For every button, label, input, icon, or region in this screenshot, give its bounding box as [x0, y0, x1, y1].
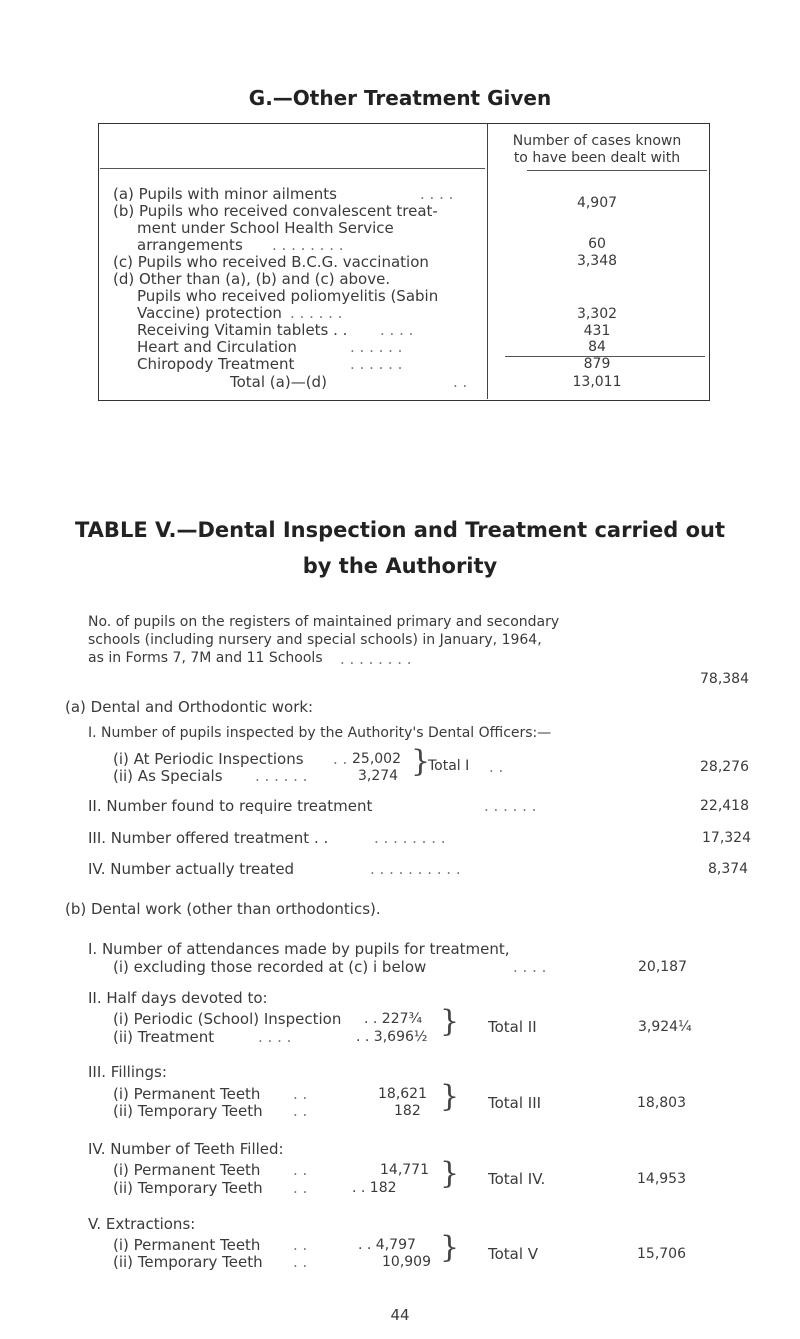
part-b-i-line1: I. Number of attendances made by pupils for treatment, — [88, 940, 510, 958]
part-a-iv-label: IV. Number actually treated — [88, 860, 295, 878]
part-a-i-total-value: 28,276 — [700, 759, 749, 775]
column-header-line2: to have been dealt with — [513, 150, 681, 166]
part-b-v-heading: V. Extractions: — [88, 1215, 196, 1233]
row-d-label: (d) Other than (a), (b) and (c) above. — [113, 270, 391, 288]
part-b-iv-sub1-label: (i) Permanent Teeth — [113, 1161, 261, 1179]
part-a-ii-dots: . . . . . . — [484, 797, 537, 815]
part-a-i-sub2-label: (ii) As Specials — [113, 767, 223, 785]
part-b-i-dots: . . . . — [513, 958, 547, 976]
part-b-iv-heading: IV. Number of Teeth Filled: — [88, 1140, 284, 1158]
row-d-value: 3,302 — [576, 306, 618, 322]
part-a-i-sub1-dots: . . — [333, 750, 348, 768]
row-heart-label: Heart and Circulation — [137, 338, 297, 356]
part-a-i-total-dots: . . — [489, 758, 504, 776]
row-b-label3: arrangements — [137, 236, 243, 254]
total-value: 13,011 — [572, 374, 622, 390]
table-header-rule-left — [100, 168, 485, 169]
part-a-i-total-label: Total I — [428, 758, 470, 774]
part-b-iii-sub1-value: 18,621 — [378, 1086, 427, 1102]
row-heart-value: 84 — [588, 339, 606, 355]
table-v-title: TABLE V.—Dental Inspection and Treatment carried out — [74, 518, 725, 542]
part-b-iv-sub1-value: 14,771 — [380, 1162, 429, 1178]
part-b-v-sub2-dots: . . — [293, 1253, 308, 1271]
row-c-label: (c) Pupils who received B.C.G. vaccination — [113, 253, 429, 271]
row-chiropody-dots: . . . . . . — [350, 355, 403, 373]
part-b-iii-sub1-label: (i) Permanent Teeth — [113, 1085, 261, 1103]
section-g-title: G.—Other Treatment Given — [248, 86, 552, 110]
brace-total-ii: } — [440, 1004, 460, 1039]
part-b-ii-sub1-value: . . 227¾ — [364, 1011, 423, 1027]
part-b-iii-heading: III. Fillings: — [88, 1063, 167, 1081]
part-a-i-sub2-dots: . . . . . . — [255, 767, 308, 785]
part-b-ii-sub2-dots: . . . . — [258, 1028, 292, 1046]
part-b-i-value: 20,187 — [638, 959, 687, 975]
row-chiropody-value: 879 — [583, 356, 611, 372]
intro-line3: as in Forms 7, 7M and 11 Schools — [88, 650, 323, 666]
part-b-iv-total-label: Total IV. — [488, 1170, 546, 1188]
part-a-ii-label: II. Number found to require treatment — [88, 797, 373, 815]
part-b-iii-total-label: Total III — [488, 1094, 542, 1112]
part-b-v-total-label: Total V — [488, 1245, 539, 1263]
part-a-i-sub1-label: (i) At Periodic Inspections — [113, 750, 304, 768]
part-b-iv-total-value: 14,953 — [637, 1171, 686, 1187]
column-header-line1: Number of cases known — [512, 133, 682, 149]
part-b-iv-sub2-label: (ii) Temporary Teeth — [113, 1179, 263, 1197]
row-b-dots: . . . . . . . . — [272, 236, 344, 254]
part-a-iv-dots: . . . . . . . . . . — [370, 860, 461, 878]
part-b-ii-total-value: 3,924¼ — [638, 1019, 692, 1035]
part-a-iv-value: 8,374 — [708, 861, 749, 877]
row-a-value: 4,907 — [576, 195, 618, 211]
row-a-dots: . . . . — [420, 185, 454, 203]
part-b-ii-sub2-label: (ii) Treatment — [113, 1028, 215, 1046]
part-b-v-sub2-label: (ii) Temporary Teeth — [113, 1253, 263, 1271]
row-vitamin-value: 431 — [583, 323, 611, 339]
part-a-i-heading: I. Number of pupils inspected by the Authority's Dental Officers:— — [88, 725, 552, 741]
brace-total-iii: } — [440, 1079, 460, 1114]
part-b-v-sub1-value: . . 4,797 — [358, 1237, 416, 1253]
row-d-label3: Vaccine) protection — [137, 304, 282, 322]
part-a-iii-dots: . . . . . . . . — [374, 829, 446, 847]
part-a-i-sub2-value: 3,274 — [358, 768, 399, 784]
part-b-v-sub2-value: 10,909 — [382, 1254, 431, 1270]
brace-total-i: } — [411, 744, 431, 779]
row-vitamin-dots: . . . . — [380, 321, 414, 339]
row-b-value: 60 — [588, 236, 606, 252]
part-b-v-sub1-dots: . . — [293, 1236, 308, 1254]
part-b-iii-sub2-value: 182 — [394, 1103, 421, 1119]
row-b-label2: ment under School Health Service — [137, 219, 394, 237]
part-b-ii-sub1-label: (i) Periodic (School) Inspection — [113, 1010, 342, 1028]
row-d-dots: . . . . . . — [290, 304, 343, 322]
part-b-iv-sub2-value: . . 182 — [352, 1180, 397, 1196]
row-b-label: (b) Pupils who received convalescent treat- — [113, 202, 438, 220]
part-a-i-sub1-value: 25,002 — [352, 751, 401, 767]
total-dots: . . — [453, 373, 468, 391]
row-chiropody-label: Chiropody Treatment — [137, 355, 295, 373]
part-b-iii-sub2-dots: . . — [293, 1102, 308, 1120]
row-d-label2: Pupils who received poliomyelitis (Sabin — [137, 287, 439, 305]
part-b-iii-sub1-dots: . . — [293, 1085, 308, 1103]
part-b-ii-heading: II. Half days devoted to: — [88, 989, 268, 1007]
intro-dots: . . . . . . . . — [340, 650, 412, 668]
row-vitamin-label: Receiving Vitamin tablets . . — [137, 321, 348, 339]
part-b-v-total-value: 15,706 — [637, 1246, 686, 1262]
page-number: 44 — [390, 1306, 410, 1324]
part-a-heading: (a) Dental and Orthodontic work: — [65, 698, 314, 716]
brace-total-iv: } — [440, 1156, 460, 1191]
part-b-heading: (b) Dental work (other than orthodontics). — [65, 900, 381, 918]
part-a-iii-label: III. Number offered treatment . . — [88, 829, 329, 847]
intro-value: 78,384 — [700, 671, 749, 687]
table-v-subtitle: by the Authority — [302, 554, 498, 578]
part-b-iv-sub2-dots: . . — [293, 1179, 308, 1197]
brace-total-v: } — [440, 1230, 460, 1265]
part-b-iv-sub1-dots: . . — [293, 1161, 308, 1179]
intro-line1: No. of pupils on the registers of maintained primary and secondary — [88, 614, 560, 630]
part-a-ii-value: 22,418 — [700, 798, 749, 814]
part-b-iii-sub2-label: (ii) Temporary Teeth — [113, 1102, 263, 1120]
part-b-i-line2: (i) excluding those recorded at (c) i below — [113, 958, 427, 976]
part-b-v-sub1-label: (i) Permanent Teeth — [113, 1236, 261, 1254]
part-b-ii-total-label: Total II — [488, 1018, 537, 1036]
row-c-value: 3,348 — [576, 253, 618, 269]
part-b-iii-total-value: 18,803 — [637, 1095, 686, 1111]
intro-line2: schools (including nursery and special schools) in January, 1964, — [88, 632, 542, 648]
table-header-rule-right — [527, 170, 707, 171]
part-a-iii-value: 17,324 — [702, 830, 751, 846]
total-label: Total (a)—(d) — [230, 373, 327, 391]
row-a-label: (a) Pupils with minor ailments — [113, 185, 337, 203]
row-heart-dots: . . . . . . — [350, 338, 403, 356]
part-b-ii-sub2-value: . . 3,696½ — [356, 1029, 428, 1045]
